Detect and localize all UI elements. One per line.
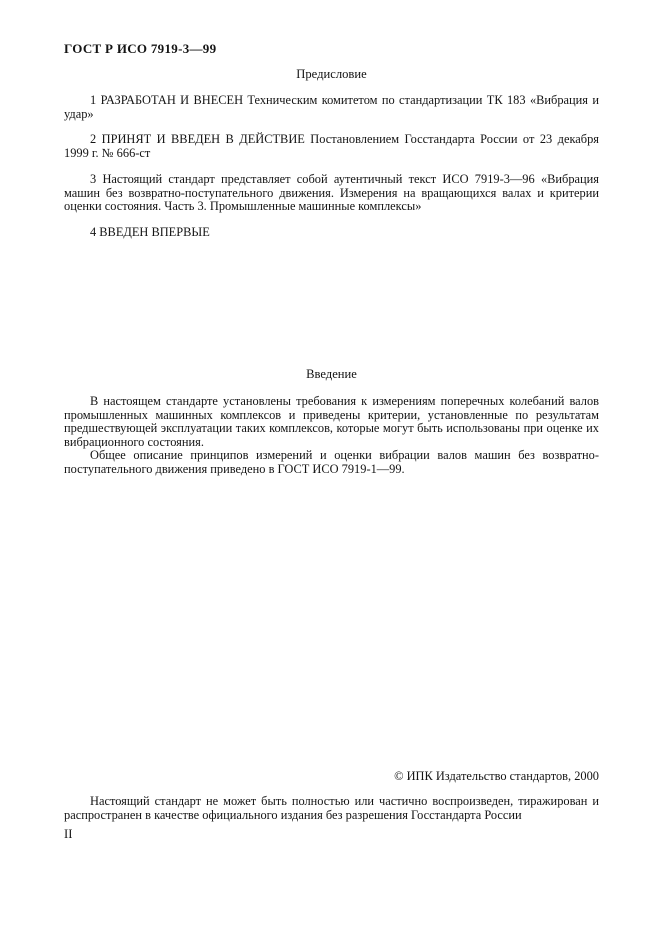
introduction-title: Введение [306,367,357,381]
preface-item-2: 2 ПРИНЯТ И ВВЕДЕН В ДЕЙСТВИЕ Постановлением Госстандарта России от 23 декабря 1999 г. № 666-ст [64,132,599,160]
preface-section [64,94,599,239]
page-number: II [64,827,73,841]
copyright-notice: © ИПК Издательство стандартов, 2000 [394,769,599,783]
introduction-section [64,395,599,476]
preface-item-1: 1 РАЗРАБОТАН И ВНЕСЕН Техническим комитетом по стандартизации ТК 183 «Вибрация и удар» [64,93,599,121]
reproduction-notice: Настоящий стандарт не может быть полностью или частично воспроизведен, тиражирован и распространен в качестве официального издания без разрешения Госстандарта России [64,794,599,822]
reproduction-notice-section [64,795,599,822]
document-code: ГОСТ Р ИСО 7919-3—99 [64,41,217,56]
introduction-paragraph-2: Общее описание принципов измерений и оценки вибрации валов машин без возвратно-поступательного движения приведено в ГОСТ ИСО 7919-1—99. [64,448,599,476]
introduction-paragraph-1: В настоящем стандарте установлены требования к измерениям поперечных колебаний валов промышленных машинных комплексов и приведены критерии, установленные по результатам предшествующей эксплуатации таких комплексов, которые могут быть использованы при оценке их вибрационного состояния. [64,394,599,449]
preface-item-4: 4 ВВЕДЕН ВПЕРВЫЕ [90,224,210,239]
preface-item-3: 3 Настоящий стандарт представляет собой аутентичный текст ИСО 7919-3—96 «Вибрация машин без возвратно-поступательного движения. Измерения на вращающихся валах и критерии оценки состояния. Часть 3. Промышленные машинные комплексы» [64,172,599,213]
preface-title: Предисловие [296,67,367,81]
